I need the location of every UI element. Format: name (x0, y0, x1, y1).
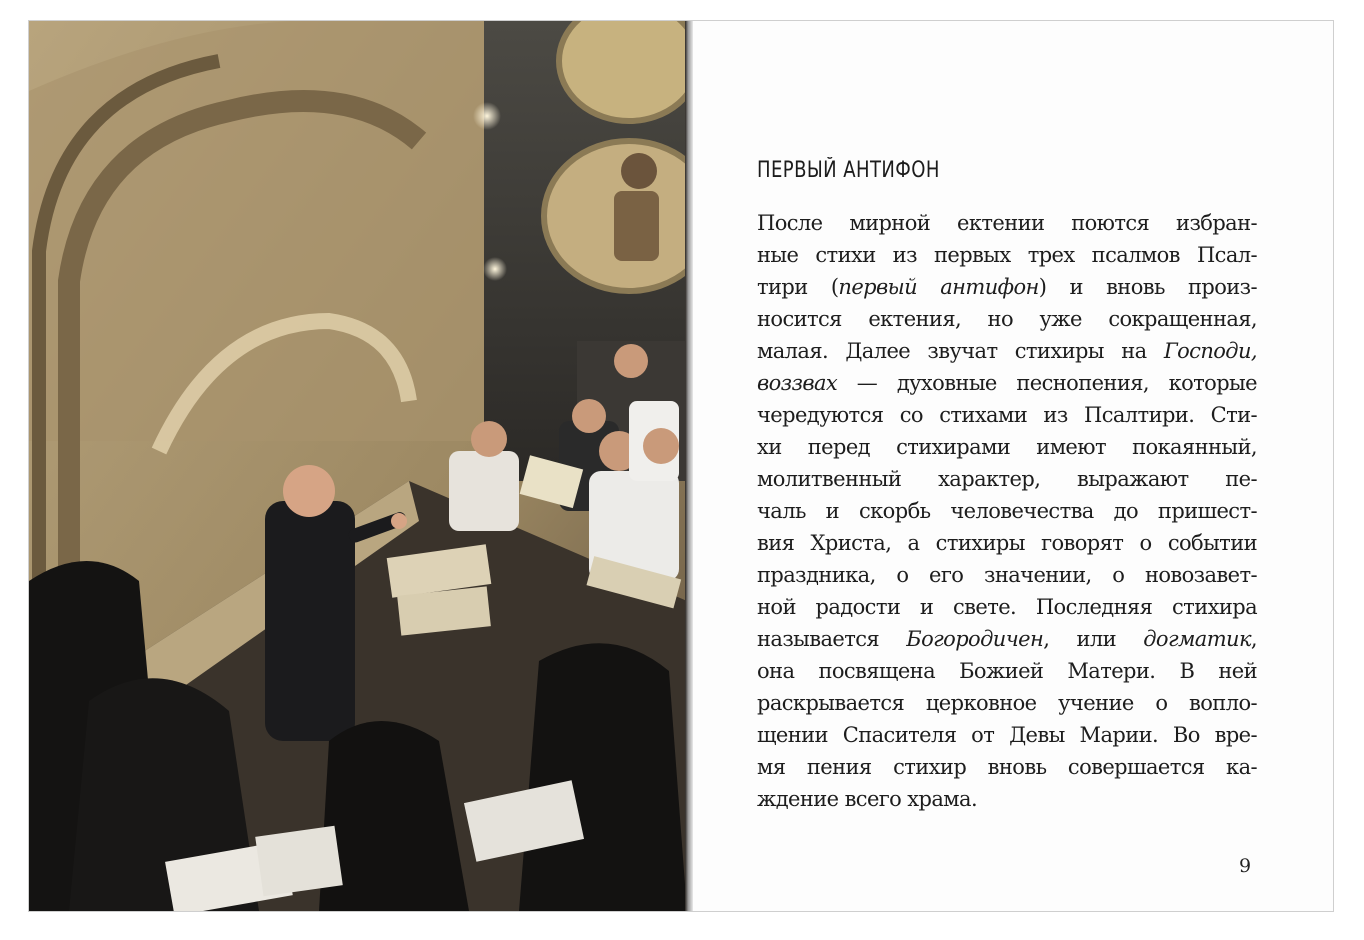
book-gutter (685, 21, 693, 911)
text-run: , (1250, 627, 1257, 651)
text-line (757, 623, 1257, 655)
text-line (757, 559, 1257, 591)
text-line (757, 335, 1257, 367)
text-run: — духовные песнопения, которые (837, 371, 1257, 395)
text-line (757, 655, 1257, 687)
text-run: После мирной ектении поются избран- (757, 211, 1257, 235)
section-heading: ПЕРВЫЙ АНТИФОН (757, 158, 940, 183)
italic-term: воззвах (757, 371, 838, 395)
text-line (757, 463, 1257, 495)
text-line (757, 207, 1257, 239)
text-run: праздника, о его значении, о новозавет- (757, 563, 1257, 587)
text-run: чаль и скорбь человечества до пришест- (757, 499, 1257, 523)
text-run: , или (1043, 627, 1144, 651)
text-run: мя пения стихир вновь совершается ка- (757, 755, 1257, 779)
text-line (757, 751, 1257, 783)
text-page (693, 21, 1333, 911)
italic-term: Богородичен (906, 627, 1044, 651)
text-run: чередуются со стихами из Псалтири. Сти- (757, 403, 1257, 427)
text-run: малая. Далее звучат стихиры на (757, 339, 1164, 363)
book-spread (28, 20, 1334, 912)
text-line (757, 431, 1257, 463)
text-line (757, 239, 1257, 271)
text-run: ждение всего храма. (757, 787, 978, 811)
italic-term: догматик (1143, 627, 1251, 651)
text-line (757, 591, 1257, 623)
text-line (757, 367, 1257, 399)
text-run: тири ( (757, 275, 839, 299)
text-run: молитвенный характер, выражают пе- (757, 467, 1257, 491)
text-line (757, 271, 1257, 303)
text-line (757, 527, 1257, 559)
text-line (757, 303, 1257, 335)
text-run: носится ектения, но уже сокращенная, (757, 307, 1257, 331)
text-run: она посвящена Божией Матери. В ней (757, 659, 1257, 683)
text-run: раскрывается церковное учение о вопло- (757, 691, 1257, 715)
text-run: ные стихи из первых трех псалмов Псал- (757, 243, 1257, 267)
text-run: называется (757, 627, 907, 651)
italic-term: Господи, (1163, 339, 1257, 363)
text-line (757, 495, 1257, 527)
text-line (757, 399, 1257, 431)
text-line (757, 783, 1257, 815)
italic-term: первый антифон (838, 275, 1039, 299)
text-run: вия Христа, а стихиры говорят о событии (757, 531, 1257, 555)
text-run: щении Спасителя от Девы Марии. Во вре- (757, 723, 1257, 747)
text-line (757, 687, 1257, 719)
text-line (757, 719, 1257, 751)
choir-photo-icon (29, 21, 687, 911)
text-run: ной радости и свете. Последняя стихира (757, 595, 1257, 619)
page-number: 9 (1239, 855, 1252, 877)
body-paragraph (757, 207, 1257, 815)
text-run: хи перед стихирами имеют покаянный, (757, 435, 1257, 459)
text-run: ) и вновь произ- (1038, 275, 1257, 299)
